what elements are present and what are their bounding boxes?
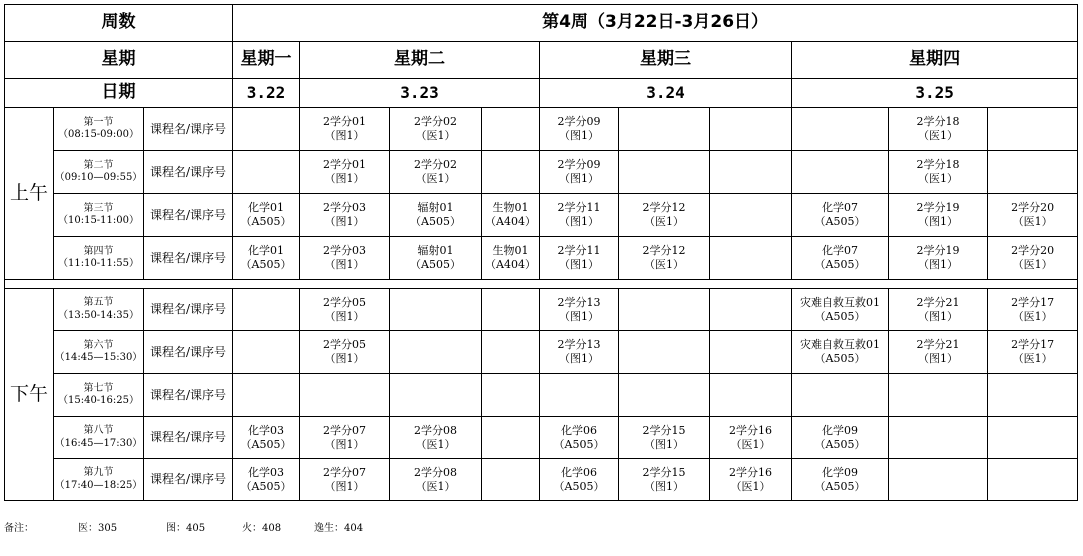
period-time: （17:40—18:25） [54, 479, 143, 491]
separator-cell [5, 280, 1078, 289]
period-time: （14:45—15:30） [54, 352, 143, 363]
course-name: 2学分07 [323, 465, 367, 479]
course-room: （A505） [553, 437, 605, 451]
period-cell [54, 151, 144, 194]
course-cell [988, 374, 1078, 417]
course-cell [889, 374, 988, 417]
period-cell [54, 194, 144, 237]
week-label: 周数 [5, 5, 233, 42]
period-time: （15:40-16:25） [57, 395, 139, 406]
course-room: （A505） [814, 479, 866, 493]
note-item: 逸生：404 [314, 523, 364, 534]
course-name: 化学07 [822, 244, 859, 258]
course-name: 2学分02 [414, 158, 458, 172]
half-day-label: 上午 [5, 108, 54, 280]
course-name: 辐射01 [417, 201, 454, 215]
notes [4, 519, 363, 534]
course-room: （医1） [644, 215, 685, 228]
course-room: （A505） [240, 215, 292, 228]
course-cell [300, 331, 390, 374]
course-name: 2学分02 [414, 115, 458, 129]
course-cell [300, 417, 390, 459]
date-mon: 3.22 [233, 79, 300, 108]
week-value: 第4周（3月22日-3月26日） [233, 5, 1078, 42]
course-name: 2学分21 [916, 295, 960, 309]
period-cell [54, 289, 144, 331]
course-name: 2学分19 [916, 244, 960, 258]
course-room: （图1） [918, 258, 959, 271]
course-room: （医1） [1012, 258, 1053, 271]
weekday-mon: 星期一 [233, 42, 300, 79]
period-row [5, 194, 1078, 237]
course-cell [540, 194, 619, 237]
date-wed: 3.24 [540, 79, 792, 108]
course-cell [710, 417, 792, 459]
course-cell [792, 417, 889, 459]
period-name: 第八节 [83, 425, 114, 436]
course-room: （图1） [324, 437, 365, 451]
course-name: 2学分18 [916, 115, 960, 129]
course-cell [233, 108, 300, 151]
course-name: 化学07 [822, 201, 859, 215]
course-name: 2学分08 [414, 465, 458, 479]
period-time: （16:45—17:30） [54, 437, 143, 449]
period-name: 第七节 [83, 382, 114, 394]
course-name: 2学分21 [916, 338, 960, 352]
row-label: 课程名/课序号 [144, 108, 233, 151]
course-name: 2学分17 [1011, 338, 1055, 352]
course-name: 2学分11 [557, 244, 601, 258]
course-room: （医1） [730, 479, 771, 493]
course-room: （A505） [814, 258, 866, 271]
course-cell [710, 289, 792, 331]
course-name: 灾难自救互救01 [800, 338, 881, 352]
period-row [5, 331, 1078, 374]
course-cell [710, 459, 792, 501]
course-name: 2学分13 [557, 295, 601, 309]
period-row [5, 237, 1078, 280]
course-cell [889, 331, 988, 374]
course-room: （图1） [324, 172, 365, 185]
course-name: 2学分05 [323, 338, 367, 352]
course-room: （A505） [240, 437, 292, 451]
course-room: （图1） [324, 258, 365, 271]
weekday-wed: 星期三 [540, 42, 792, 79]
week-row [5, 5, 1078, 42]
course-name: 2学分01 [323, 115, 367, 129]
course-name: 2学分16 [729, 423, 773, 437]
period-time: （11:10-11:55） [57, 258, 139, 269]
course-room: （A505） [814, 437, 866, 451]
course-name: 2学分20 [1011, 201, 1055, 215]
course-room: （图1） [559, 215, 600, 228]
course-name: 化学01 [248, 201, 285, 215]
course-cell [710, 194, 792, 237]
period-row [5, 151, 1078, 194]
course-room: （图1） [324, 352, 365, 365]
course-cell [792, 374, 889, 417]
course-cell [233, 417, 300, 459]
note-item: 图：405 [166, 523, 206, 534]
schedule-table [4, 4, 1078, 501]
schedule-body [5, 5, 1078, 501]
course-room: （医1） [918, 129, 959, 142]
course-cell [710, 151, 792, 194]
course-cell [390, 108, 482, 151]
course-name: 生物01 [492, 244, 529, 258]
course-name: 化学06 [561, 465, 598, 479]
course-room: （图1） [918, 309, 959, 323]
course-cell [390, 331, 482, 374]
row-label: 课程名/课序号 [144, 331, 233, 374]
period-time: （10:15-11:00） [57, 215, 139, 226]
period-row [5, 417, 1078, 459]
period-cell [54, 237, 144, 280]
course-cell [300, 289, 390, 331]
course-cell [710, 237, 792, 280]
course-room: （医1） [415, 129, 456, 142]
course-cell [482, 108, 540, 151]
course-cell [889, 108, 988, 151]
period-time: （09:10—09:55） [54, 172, 143, 183]
course-name: 2学分09 [557, 158, 601, 172]
course-cell [619, 237, 710, 280]
course-cell [390, 237, 482, 280]
course-cell [710, 331, 792, 374]
course-cell [619, 417, 710, 459]
course-cell [710, 374, 792, 417]
course-name: 化学09 [822, 465, 859, 479]
course-name: 灾难自救互救01 [800, 295, 881, 309]
course-cell [619, 331, 710, 374]
course-name: 2学分19 [916, 201, 960, 215]
course-name: 2学分15 [642, 465, 686, 479]
course-room: （图1） [559, 309, 600, 323]
course-cell [482, 459, 540, 501]
course-name: 辐射01 [417, 244, 454, 258]
course-cell [482, 331, 540, 374]
course-room: （A505） [240, 479, 292, 493]
course-cell [889, 151, 988, 194]
course-cell [233, 289, 300, 331]
course-cell [390, 289, 482, 331]
course-name: 2学分11 [557, 201, 601, 215]
course-cell [300, 237, 390, 280]
course-name: 化学01 [248, 244, 285, 258]
course-cell [540, 237, 619, 280]
separator-row [5, 280, 1078, 289]
row-label: 课程名/课序号 [144, 417, 233, 459]
course-cell [300, 374, 390, 417]
course-name: 2学分20 [1011, 244, 1055, 258]
period-name: 第六节 [83, 339, 114, 351]
course-cell [233, 237, 300, 280]
course-cell [482, 237, 540, 280]
row-label: 课程名/课序号 [144, 289, 233, 331]
course-room: （图1） [324, 309, 365, 323]
course-cell [390, 194, 482, 237]
period-cell [54, 417, 144, 459]
course-room: （图1） [559, 352, 600, 365]
period-cell [54, 459, 144, 501]
course-name: 2学分13 [557, 338, 601, 352]
course-room: （图1） [559, 258, 600, 271]
course-cell [300, 194, 390, 237]
course-cell [233, 374, 300, 417]
course-room: （医1） [644, 258, 685, 271]
course-cell [889, 459, 988, 501]
course-cell [540, 331, 619, 374]
course-room: （图1） [644, 479, 685, 493]
period-time: （13:50-14:35） [57, 309, 139, 321]
course-cell [482, 374, 540, 417]
period-cell [54, 108, 144, 151]
period-name: 第五节 [83, 297, 114, 308]
period-name: 第九节 [83, 467, 114, 478]
course-room: （图1） [324, 215, 365, 228]
course-name: 2学分05 [323, 295, 367, 309]
course-room: （图1） [559, 172, 600, 185]
course-cell [619, 374, 710, 417]
course-cell [300, 459, 390, 501]
course-cell [792, 331, 889, 374]
course-room: （医1） [415, 172, 456, 185]
course-room: （医1） [1012, 352, 1053, 365]
course-room: （A505） [814, 352, 866, 365]
course-cell [540, 374, 619, 417]
course-cell [233, 194, 300, 237]
course-room: （A505） [240, 258, 292, 271]
course-cell [710, 108, 792, 151]
course-cell [792, 108, 889, 151]
half-day-label: 下午 [5, 289, 54, 501]
course-cell [390, 374, 482, 417]
note-item: 火：408 [242, 523, 282, 534]
course-cell [300, 108, 390, 151]
row-label: 课程名/课序号 [144, 194, 233, 237]
period-row [5, 289, 1078, 331]
course-cell [390, 151, 482, 194]
course-cell [619, 289, 710, 331]
course-room: （A505） [410, 215, 461, 228]
course-cell [619, 108, 710, 151]
course-name: 2学分01 [323, 158, 367, 172]
course-name: 2学分07 [323, 423, 367, 437]
course-room: （医1） [730, 437, 771, 451]
row-label: 课程名/课序号 [144, 151, 233, 194]
row-label: 课程名/课序号 [144, 459, 233, 501]
course-room: （医1） [415, 479, 456, 493]
period-name: 第一节 [83, 116, 114, 128]
course-room: （A505） [814, 309, 866, 323]
course-cell [233, 151, 300, 194]
course-cell [482, 151, 540, 194]
course-cell [889, 289, 988, 331]
course-cell [988, 237, 1078, 280]
course-room: （图1） [559, 129, 600, 142]
weekday-label: 星期 [5, 42, 233, 79]
course-cell [390, 459, 482, 501]
period-name: 第三节 [83, 202, 114, 214]
course-cell [889, 237, 988, 280]
period-row [5, 459, 1078, 501]
course-cell [792, 459, 889, 501]
course-room: （图1） [918, 352, 959, 365]
row-label: 课程名/课序号 [144, 237, 233, 280]
period-time: （08:15-09:00） [57, 129, 139, 140]
course-cell [619, 459, 710, 501]
date-label: 日期 [5, 79, 233, 108]
period-cell [54, 331, 144, 374]
course-name: 2学分08 [414, 423, 458, 437]
period-name: 第四节 [83, 245, 114, 257]
course-cell [300, 151, 390, 194]
course-cell [889, 417, 988, 459]
notes-label: 备注： [4, 523, 34, 534]
course-name: 2学分12 [642, 201, 686, 215]
course-cell [482, 194, 540, 237]
weekday-row [5, 42, 1078, 79]
course-room: （A404） [485, 258, 536, 271]
course-room: （图1） [324, 129, 365, 142]
course-cell [792, 289, 889, 331]
course-cell [482, 289, 540, 331]
period-name: 第二节 [83, 159, 114, 171]
course-cell [233, 331, 300, 374]
weekday-tue: 星期二 [300, 42, 540, 79]
course-name: 化学03 [248, 423, 285, 437]
course-name: 2学分03 [323, 201, 367, 215]
course-room: （图1） [918, 215, 959, 228]
course-room: （A505） [553, 479, 605, 493]
course-cell [988, 194, 1078, 237]
course-cell [988, 459, 1078, 501]
date-row [5, 79, 1078, 108]
course-cell [792, 151, 889, 194]
row-label: 课程名/课序号 [144, 374, 233, 417]
course-cell [619, 194, 710, 237]
course-room: （医1） [415, 437, 456, 451]
course-name: 2学分16 [729, 465, 773, 479]
period-row [5, 108, 1078, 151]
course-name: 化学06 [561, 423, 598, 437]
course-name: 2学分12 [642, 244, 686, 258]
course-room: （医1） [918, 172, 959, 185]
note-item: 医：305 [78, 523, 118, 534]
course-cell [988, 289, 1078, 331]
course-cell [390, 417, 482, 459]
course-room: （医1） [1012, 215, 1053, 228]
date-thu: 3.25 [792, 79, 1078, 108]
course-cell [540, 108, 619, 151]
course-cell [988, 331, 1078, 374]
course-cell [792, 194, 889, 237]
course-room: （A404） [485, 215, 536, 228]
course-room: （医1） [1012, 309, 1053, 323]
weekday-thu: 星期四 [792, 42, 1078, 79]
course-name: 2学分15 [642, 423, 686, 437]
course-name: 生物01 [492, 201, 529, 215]
course-cell [792, 237, 889, 280]
course-cell [233, 459, 300, 501]
course-cell [988, 108, 1078, 151]
course-cell [540, 289, 619, 331]
date-tue: 3.23 [300, 79, 540, 108]
course-name: 化学09 [822, 423, 859, 437]
course-room: （A505） [814, 215, 866, 228]
course-cell [988, 151, 1078, 194]
course-cell [988, 417, 1078, 459]
course-cell [540, 151, 619, 194]
course-room: （A505） [410, 258, 461, 271]
course-name: 2学分17 [1011, 295, 1055, 309]
period-row [5, 374, 1078, 417]
course-name: 2学分09 [557, 115, 601, 129]
course-cell [540, 417, 619, 459]
course-name: 2学分03 [323, 244, 367, 258]
course-cell [619, 151, 710, 194]
course-name: 2学分18 [916, 158, 960, 172]
period-cell [54, 374, 144, 417]
course-cell [889, 194, 988, 237]
course-cell [482, 417, 540, 459]
course-cell [540, 459, 619, 501]
course-room: （图1） [324, 479, 365, 493]
course-room: （图1） [644, 437, 685, 451]
course-name: 化学03 [248, 465, 285, 479]
